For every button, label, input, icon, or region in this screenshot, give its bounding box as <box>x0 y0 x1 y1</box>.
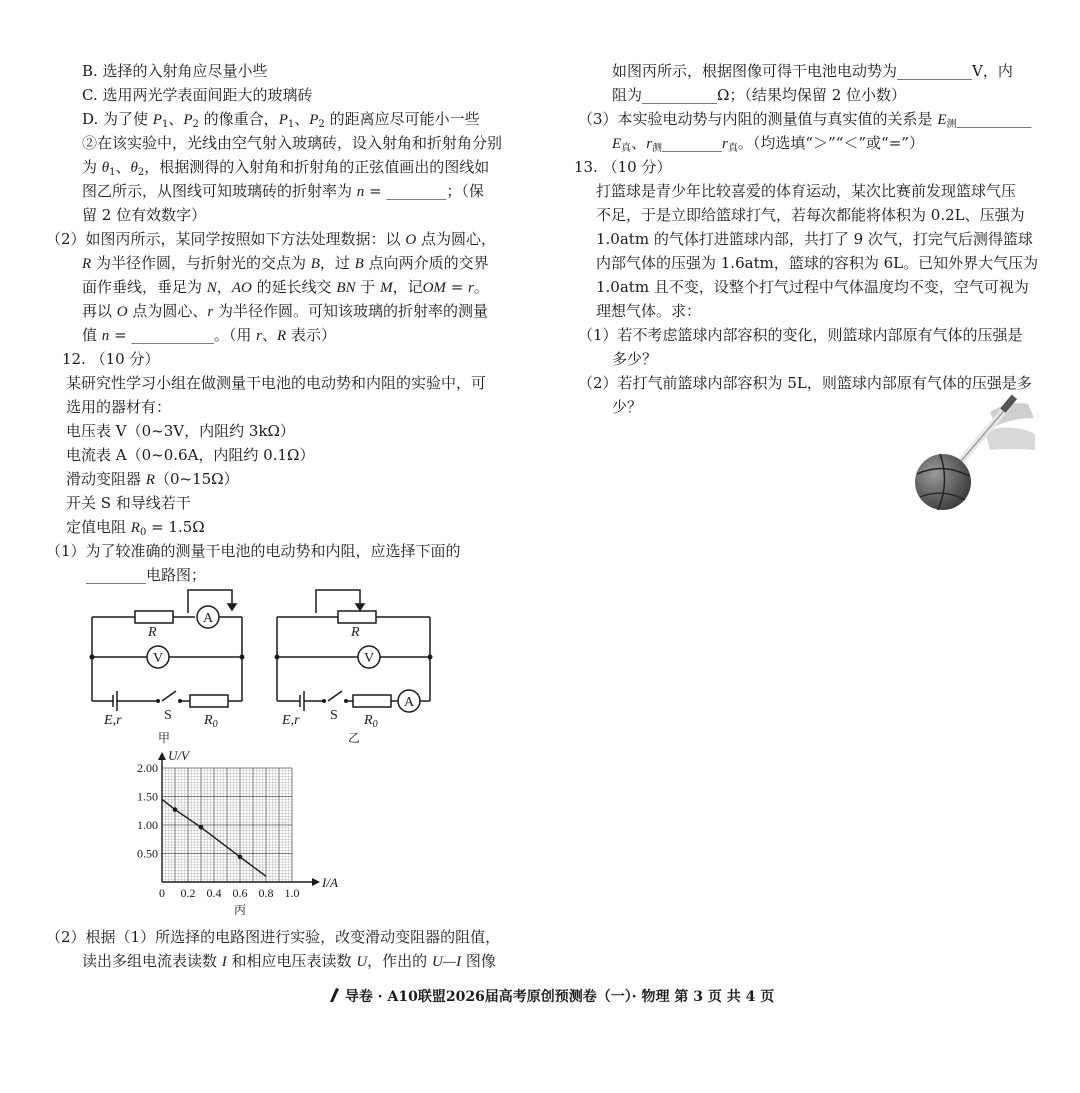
q13-part1-line1: （1）若不考虑篮球内部容积的变化，则篮球内部原有气体的压强是 <box>578 326 1023 344</box>
q12-part2-line2: 读出多组电流表读数 I 和相应电压表读数 U，作出的 U—I 图像 <box>82 952 496 970</box>
x-tick-label: 0.4 <box>206 886 222 900</box>
q12-switch: 开关 S 和导线若干 <box>66 494 191 512</box>
svg-text:S: S <box>164 708 172 723</box>
x-tick-label: 0.8 <box>258 886 274 900</box>
q13-text-5: 1.0atm 且不变，设整个打气过程中气体温度均不变，空气可视为 <box>596 278 1029 296</box>
svg-text:A: A <box>404 695 415 710</box>
page-footer: 导卷 · A10联盟2026届高考原创预测卷（一）· 物理 第 3 页 共 4 页 <box>326 986 774 1006</box>
u-i-chart <box>120 750 350 915</box>
svg-text:R: R <box>148 625 157 640</box>
data-point <box>173 807 178 812</box>
y-tick-label: 1.50 <box>137 789 158 804</box>
q11-sub2-line4: 再以 O 点为圆心、r 为半径作圆。可知该玻璃的折射率的测量 <box>82 302 489 320</box>
q11-part2-line2: 为 $\theta_1$、$\theta_2$，根据测得的入射角和折射角的正弦值画出的图线如 <box>82 158 490 178</box>
svg-text:R0: $R_0$ <box>364 713 378 730</box>
x-tick-label: 0.2 <box>180 886 196 900</box>
svg-text:V: V <box>153 651 164 666</box>
svg-text:甲: 甲 <box>158 731 171 745</box>
svg-text:E,r: E,r <box>282 713 300 728</box>
q12-part2-cont-2: 阻为__________Ω；（结果均保留 2 位小数） <box>612 86 907 104</box>
q11-sub2-line3: 面作垂线，垂足为 N，AO 的延长线交 BN 于 M，记OM = r。 <box>82 278 489 296</box>
q12-heading: 12. （10 分） <box>62 350 160 368</box>
q12-part1-line1: （1）为了较准确的测量干电池的电动势和内阻，应选择下面的 <box>46 542 461 560</box>
q11-part2-line4: 留 2 位有效数字） <box>82 206 207 224</box>
svg-text:乙: 乙 <box>348 731 361 745</box>
q12-fixed-resistor: 定值电阻 $R_0 = 1.5\Omega$ <box>66 518 205 538</box>
q11-part2-line1: ②在该实验中，光线由空气射入玻璃砖，设入射角和折射角分别 <box>82 134 503 152</box>
q12-voltmeter: 电压表 V（0~3V，内阻约 3kΩ） <box>66 422 295 440</box>
y-tick-label: 1.00 <box>137 818 158 832</box>
q13-text-2: 不足，于是立即给篮球打气，若每次都能将体积为 0.2L、压强为 <box>596 206 1025 224</box>
q11-sub2-line1: （2）如图丙所示，某同学按照如下方法处理数据：以 O 点为圆心， <box>46 230 496 248</box>
q12-part2-cont-1: 如图丙所示，根据图像可得干电池电动势为__________V，内 <box>612 62 1013 80</box>
q13-part2-line2: 少？ <box>612 398 643 416</box>
x-axis-arrow-icon <box>312 878 320 886</box>
q12-part2-line1: （2）根据（1）所选择的电路图进行实验，改变滑动变阻器的阻值， <box>46 928 501 946</box>
pen-logo-icon <box>326 987 340 1003</box>
y-tick-label: 2.00 <box>137 761 158 775</box>
y-tick-label: 0.50 <box>137 846 158 861</box>
svg-text:S: S <box>330 708 338 723</box>
y-axis-arrow-icon <box>158 752 166 760</box>
q11-sub2-line2: R 为半径作圆，与折射光的交点为 B，过 B 点向两介质的交界 <box>82 254 489 272</box>
x-axis-label: I/A <box>322 875 338 890</box>
q12-part3-line1: （3）本实验电动势与内阻的测量值与真实值的关系是 $E_测\_\_\_\_\_\_\_\_\_\_$ <box>578 110 1032 130</box>
q11-sub2-line5: 值 n = ___________。（用 r、R 表示） <box>82 326 336 344</box>
q13-part2-line1: （2）若打气前篮球内部容积为 5L，则篮球内部原有气体的压强是多 <box>578 374 1032 392</box>
q12-part3-line2: $E_真$、$r_测\_\_\_\_\_\_\_\_r_真$。（均选填“＞”“＜”或“=”） <box>612 134 924 154</box>
x-tick-label: 0 <box>159 886 165 900</box>
q12-intro-2: 选用的器材有： <box>66 398 172 416</box>
circuit-diagrams <box>80 585 450 750</box>
svg-text:E,r: E,r <box>104 713 122 728</box>
svg-text:A: A <box>203 611 214 626</box>
svg-text:R0: $R_0$ <box>204 713 218 730</box>
q12-part1-line2: ________电路图； <box>86 566 207 584</box>
svg-text:R: R <box>351 625 360 640</box>
y-axis-label: U/V <box>168 750 189 763</box>
data-point <box>238 855 243 860</box>
q13-text-6: 理想气体。求： <box>596 302 702 320</box>
chart-caption: 丙 <box>233 903 247 915</box>
q11-option-d: D. 为了使 $P_1$、$P_2$ 的像重合，$P_1$、$P_2$ 的距离应尽可能小一些 <box>82 110 480 130</box>
q13-text-4: 内部气体的压强为 1.6atm，篮球的容积为 6L。已知外界大气压为 <box>596 254 1039 272</box>
x-tick-label: 1.0 <box>284 886 300 900</box>
svg-text:V: V <box>364 651 375 666</box>
q11-option-b: B. 选择的入射角应尽量小些 <box>82 62 268 80</box>
q13-text-1: 打篮球是青少年比较喜爱的体育运动，某次比赛前发现篮球气压 <box>596 182 1017 200</box>
q13-text-3: 1.0atm 的气体打进篮球内部，共打了 9 次气，打完气后测得篮球 <box>596 230 1033 248</box>
q12-intro-1: 某研究性学习小组在做测量干电池的电动势和内阻的实验中，可 <box>66 374 487 392</box>
q13-heading: 13. （10 分） <box>574 158 672 176</box>
basketball-pump-photo <box>910 392 1035 512</box>
q11-part2-line3: 图乙所示，从图线可知玻璃砖的折射率为 n = ________；（保 <box>82 182 484 200</box>
q12-rheostat: 滑动变阻器 R（0~15Ω） <box>66 470 239 488</box>
data-point <box>199 825 204 830</box>
q13-part1-line2: 多少？ <box>612 350 658 368</box>
x-tick-label: 0.6 <box>232 886 248 900</box>
q12-ammeter: 电流表 A（0~0.6A，内阻约 0.1Ω） <box>66 446 315 464</box>
q11-option-c: C. 选用两光学表面间距大的玻璃砖 <box>82 86 313 104</box>
